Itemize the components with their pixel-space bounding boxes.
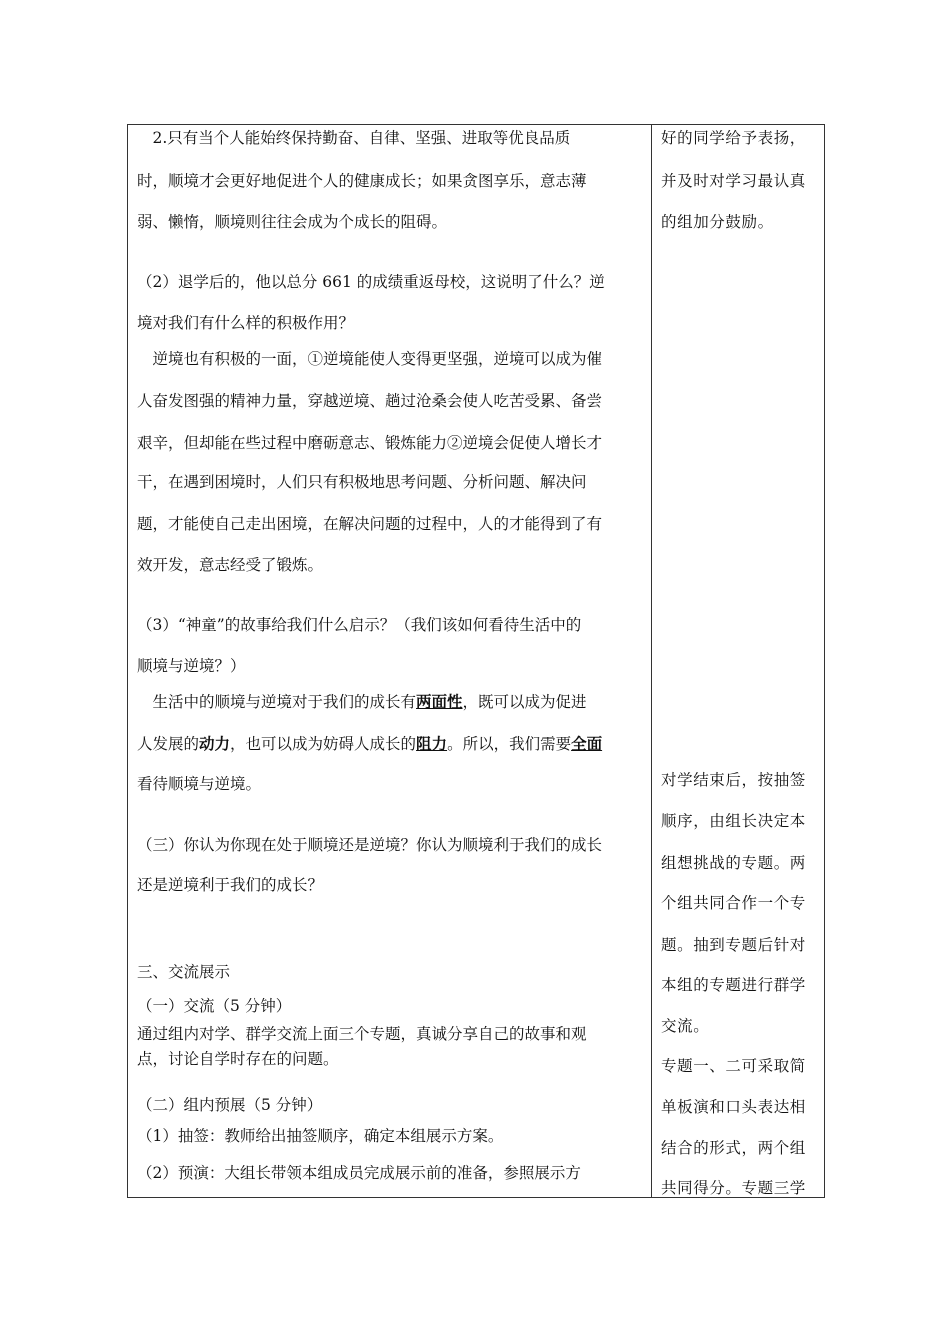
note-line: 并及时对学习最认真	[661, 172, 806, 190]
answer-line: 逆境也有积极的一面，①逆境能使人变得更坚强，逆境可以成为催	[137, 350, 603, 368]
note-line: 结合的形式，两个组	[661, 1139, 806, 1157]
section-heading: 三、交流展示	[137, 963, 231, 981]
note-line: 题。抽到专题后针对	[661, 936, 806, 954]
subsection-heading: （二）组内预展（5 分钟）	[137, 1096, 323, 1114]
key-term: 两面性	[416, 692, 463, 711]
question-line: （2）退学后的，他以总分 661 的成绩重返母校，这说明了什么？逆	[137, 273, 605, 291]
paragraph-line: 时，顺境才会更好地促进个人的健康成长；如果贪图享乐，意志薄	[137, 172, 587, 190]
note-line: 对学结束后，按抽签	[661, 771, 806, 789]
answer-line: 人奋发图强的精神力量，穿越逆境、趟过沧桑会使人吃苦受累、备尝	[137, 392, 603, 410]
note-line: 共同得分。专题三学	[661, 1179, 806, 1197]
note-line: 交流。	[661, 1017, 710, 1035]
question-line: 境对我们有什么样的积极作用？	[137, 314, 355, 332]
list-item: （1）抽签：教师给出抽签顺序，确定本组展示方案。	[137, 1127, 504, 1145]
question-line: 顺境与逆境？）	[137, 657, 246, 675]
answer-line: 效开发，意志经受了锻炼。	[137, 556, 324, 574]
answer-line: 艰辛，但却能在些过程中磨砺意志、锻炼能力②逆境会促使人增长才	[137, 434, 603, 452]
key-term: 全面	[571, 734, 603, 753]
paragraph-line: 通过组内对学、群学交流上面三个专题，真诚分享自己的故事和观	[137, 1025, 587, 1043]
answer-line: 干，在遇到困境时，人们只有积极地思考问题、分析问题、解决问	[137, 473, 587, 491]
paragraph-line: 弱、懒惰，顺境则往往会成为个成长的阻碍。	[137, 213, 448, 231]
note-line: 顺序，由组长决定本	[661, 812, 806, 830]
paragraph-line: 2.只有当个人能始终保持勤奋、自律、坚强、进取等优良品质	[137, 129, 571, 147]
answer-text: ，也可以成为妨碍人成长的	[230, 735, 417, 753]
answer-text: ，既可以成为促进	[462, 693, 587, 711]
answer-line	[137, 692, 587, 712]
answer-line: 题，才能使自己走出困境，在解决问题的过程中，人的才能得到了有	[137, 515, 603, 533]
question-line: （三）你认为你现在处于顺境还是逆境？你认为顺境利于我们的成长	[137, 836, 603, 854]
answer-text: 人发展的	[137, 735, 200, 753]
answer-text: 生活中的顺境与逆境对于我们的成长有	[137, 693, 417, 711]
question-line: （3）“神童”的故事给我们什么启示？（我们该如何看待生活中的	[137, 616, 582, 634]
note-line: 组想挑战的专题。两	[661, 854, 806, 872]
note-line: 专题一、二可采取简	[661, 1057, 806, 1075]
paragraph-line: 点，讨论自学时存在的问题。	[137, 1050, 339, 1068]
note-line: 单板演和口头表达相	[661, 1098, 806, 1116]
answer-line	[137, 734, 602, 754]
list-item: （2）预演：大组长带领本组成员完成展示前的准备，参照展示方	[137, 1164, 581, 1182]
key-term: 阻力	[416, 734, 448, 753]
question-line: 还是逆境利于我们的成长？	[137, 876, 324, 894]
subsection-heading: （一）交流（5 分钟）	[137, 997, 292, 1015]
answer-line: 看待顺境与逆境。	[137, 775, 262, 793]
note-line: 好的同学给予表扬，	[661, 129, 806, 147]
note-line: 个组共同合作一个专	[661, 894, 806, 912]
key-term: 动力	[199, 734, 231, 753]
note-line: 本组的专题进行群学	[661, 976, 806, 994]
note-line: 的组加分鼓励。	[661, 213, 774, 231]
answer-text: 。所以，我们需要	[447, 735, 572, 753]
column-divider	[651, 124, 652, 1198]
